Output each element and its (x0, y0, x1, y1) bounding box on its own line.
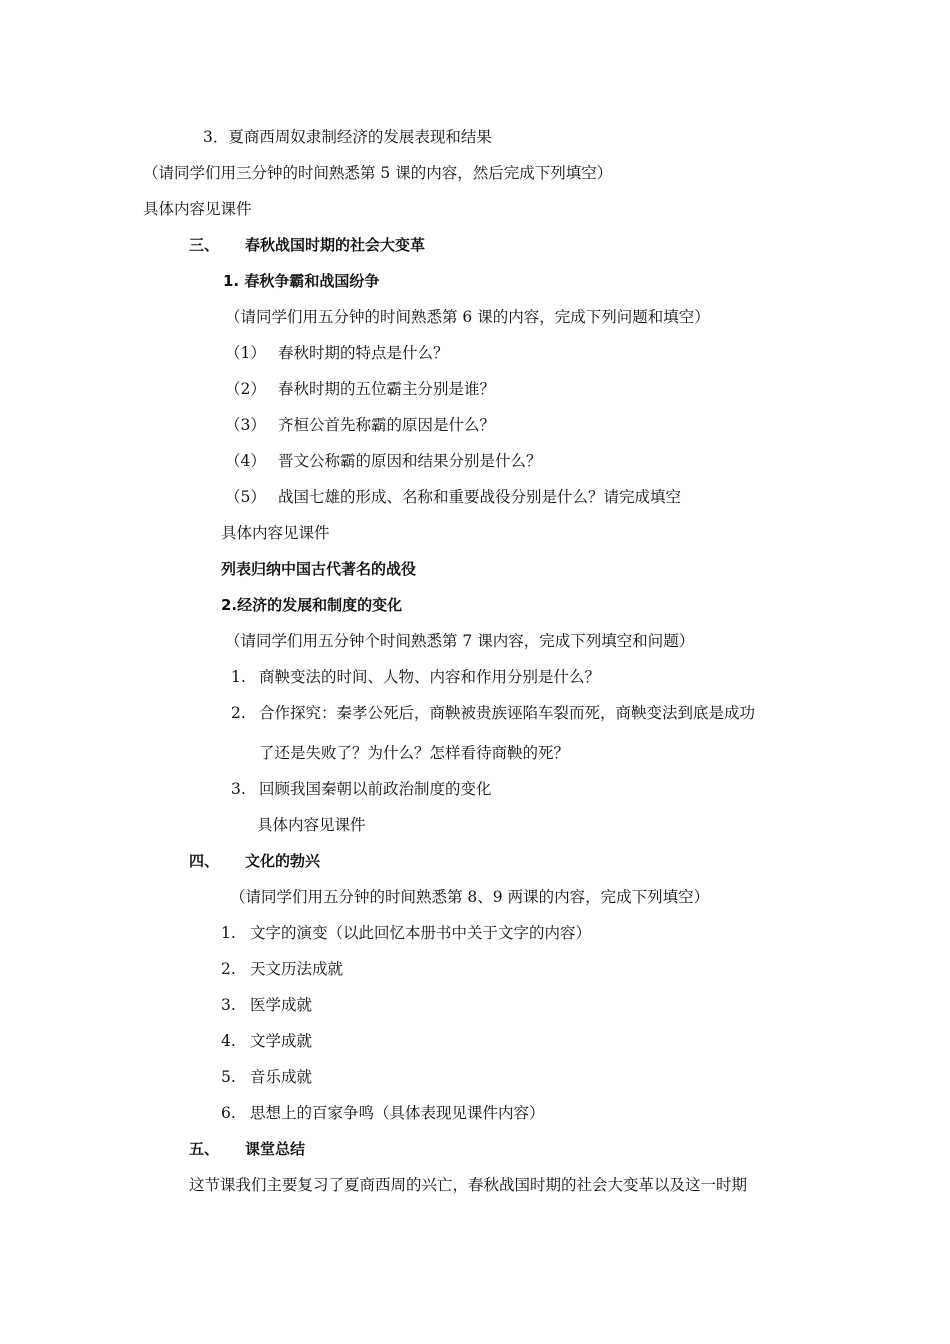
subsection-1-heading: 1. 春秋争霸和战国纷争 (223, 272, 380, 290)
list-text: 回顾我国秦朝以前政治制度的变化 (259, 780, 492, 798)
list-item (221, 995, 312, 1015)
subsection-2-heading: 2.经济的发展和制度的变化 (221, 596, 403, 614)
list-number: 2. (221, 960, 236, 978)
instruction-line: （请同学们用五分钟的时间熟悉第 8、9 两课的内容，完成下列填空） (230, 888, 710, 906)
list-text: 合作探究：秦孝公死后，商鞅被贵族诬陷车裂而死，商鞅变法到底是成功 (259, 704, 756, 722)
question-item (225, 379, 495, 399)
section-4-heading (189, 851, 320, 871)
list-item (221, 959, 343, 979)
list-item (231, 703, 755, 723)
list-item (231, 667, 600, 687)
list-text: 文字的演变（以此回忆本册书中关于文字的内容） (250, 924, 592, 942)
list-text: 思想上的百家争鸣（具体表现见课件内容） (250, 1104, 545, 1122)
list-number: 1. (231, 668, 246, 686)
section-number: 五、 (189, 1140, 220, 1158)
question-item (225, 451, 542, 471)
question-text: 春秋时期的五位霸主分别是谁？ (278, 380, 496, 398)
section-title: 文化的勃兴 (245, 852, 321, 870)
question-item (225, 487, 681, 507)
see-courseware-note: 具体内容见课件 (221, 524, 330, 542)
question-item (225, 415, 495, 435)
list-item (221, 1031, 312, 1051)
list-number: 1. (221, 924, 236, 942)
list-number: 3. (231, 780, 246, 798)
see-courseware-note: 具体内容见课件 (257, 816, 366, 834)
section-3-heading (189, 235, 425, 255)
list-number: 4. (221, 1032, 236, 1050)
instruction-line: （请同学们用三分钟的时间熟悉第 5 课的内容，然后完成下列填空） (143, 164, 613, 182)
list-text: 音乐成就 (250, 1068, 313, 1086)
see-courseware-note: 具体内容见课件 (143, 200, 252, 218)
section-title: 春秋战国时期的社会大变革 (245, 236, 426, 254)
question-number: （3） (225, 416, 266, 434)
list-text: 天文历法成就 (250, 960, 344, 978)
question-number: （4） (225, 452, 266, 470)
list-item (231, 779, 492, 799)
list-item (221, 1103, 545, 1123)
question-text: 春秋时期的特点是什么？ (278, 344, 449, 362)
list-text: 医学成就 (250, 996, 313, 1014)
section-title: 课堂总结 (245, 1140, 306, 1158)
list-number: 6. (221, 1104, 236, 1122)
question-number: （1） (225, 344, 266, 362)
instruction-line: （请同学们用五分钟的时间熟悉第 6 课的内容，完成下列问题和填空） (225, 308, 710, 326)
question-number: （2） (225, 380, 266, 398)
list-text: 文学成就 (250, 1032, 313, 1050)
summary-paragraph: 这节课我们主要复习了夏商西周的兴亡，春秋战国时期的社会大变革以及这一时期 (189, 1176, 748, 1194)
instruction-line: （请同学们用五分钟个时间熟悉第 7 课内容，完成下列填空和问题） (225, 632, 695, 650)
list-number: 3. (221, 996, 236, 1014)
question-text: 齐桓公首先称霸的原因是什么？ (278, 416, 496, 434)
list-text: 商鞅变法的时间、人物、内容和作用分别是什么？ (259, 668, 601, 686)
question-number: （5） (225, 488, 266, 506)
list-number: 2. (231, 704, 246, 722)
section-number: 三、 (189, 236, 220, 254)
bold-note: 列表归纳中国古代著名的战役 (221, 560, 417, 578)
section-5-heading (189, 1139, 305, 1159)
item-3-heading: 3．夏商西周奴隶制经济的发展表现和结果 (203, 128, 492, 146)
list-text-continuation: 了还是失败了？为什么？怎样看待商鞅的死？ (259, 744, 570, 762)
question-text: 战国七雄的形成、名称和重要战役分别是什么？请完成填空 (278, 488, 682, 506)
list-item (221, 1067, 312, 1087)
question-text: 晋文公称霸的原因和结果分别是什么？ (278, 452, 542, 470)
list-item (221, 923, 591, 943)
section-number: 四、 (189, 852, 220, 870)
list-number: 5. (221, 1068, 236, 1086)
question-item (225, 343, 449, 363)
